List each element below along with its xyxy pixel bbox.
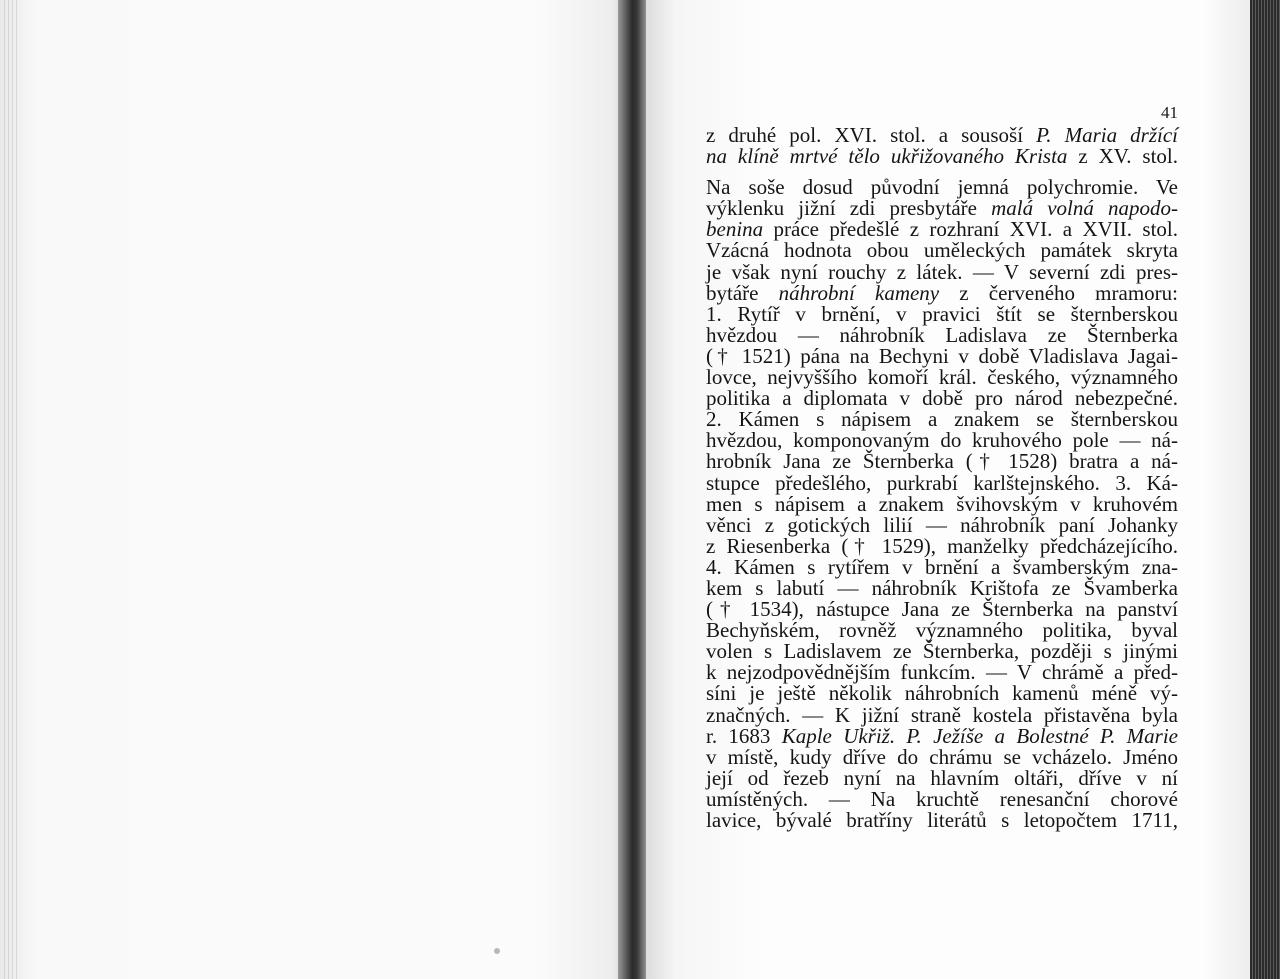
- text-line: [706, 620, 1178, 641]
- text-segment: síni je ještě několik náhrobních kamenů méně vý-: [706, 681, 1178, 706]
- text-line: [706, 343, 1178, 368]
- text-segment: († 1521) pána na Bechyni v době Vladislava Jagai-: [706, 343, 1178, 368]
- text-segment: z Riesenberka († 1529), manželky předcházejícího.: [706, 533, 1178, 558]
- text-segment: men s nápisem a znakem švihovským v kruhovém: [706, 491, 1178, 516]
- text-segment: Bechyňském, rovněž významného politika, byval: [706, 618, 1178, 643]
- text-line: [706, 125, 1178, 146]
- text-line: [706, 810, 1178, 831]
- text-segment: je však nyní rouchy z látek. — V severní zdi pres-: [706, 259, 1178, 284]
- text-line: [706, 322, 1178, 347]
- italic-text-segment: P. Maria držící: [1036, 123, 1178, 147]
- italic-text-segment: malá volná napodo-: [991, 196, 1178, 221]
- text-line: [706, 491, 1178, 516]
- text-segment: r. 1683: [706, 723, 782, 748]
- text-line: [706, 512, 1178, 537]
- text-segment: práce předešlé z rozhraní XVI. a XVII. stol.: [763, 217, 1178, 242]
- text-segment: lovce, nejvyššího komoří král. českého, významného: [706, 365, 1178, 390]
- text-line: [706, 280, 1178, 305]
- text-segment: její od řezeb nyní na hlavním oltáři, dříve v ní: [706, 765, 1178, 790]
- text-segment: věnci z gotických lilií — náhrobník paní Johanky: [706, 512, 1178, 537]
- text-segment: výklenku jižní zdi presbytáře: [706, 196, 992, 221]
- left-page-edge-marks: [4, 0, 18, 979]
- italic-text-segment: na klíně mrtvé tělo ukřižovaného Krista: [706, 144, 1068, 169]
- text-line: [706, 198, 1178, 219]
- text-segment: stupce předešlého, purkrabí karlštejnského. 3. Ká-: [706, 470, 1178, 495]
- page-text-body: [706, 125, 1178, 831]
- text-segment: 1. Rytíř v brnění, v pravici štít se šternberskou: [706, 301, 1178, 326]
- text-line: [706, 367, 1178, 388]
- text-line: [706, 554, 1178, 579]
- text-line: [706, 744, 1178, 769]
- text-segment: z XV. stol.: [1067, 144, 1178, 169]
- text-segment: hrobník Jana ze Šternberka († 1528) bratra a ná-: [706, 449, 1178, 474]
- text-line: [706, 533, 1178, 558]
- text-line: [706, 641, 1178, 662]
- italic-text-segment: benina: [706, 217, 764, 242]
- italic-text-segment: náhrobní kameny: [778, 280, 940, 305]
- text-line: [706, 683, 1178, 704]
- right-page-edge: [1250, 0, 1280, 979]
- text-line: [706, 702, 1178, 727]
- text-line: [706, 388, 1178, 409]
- text-segment: lavice, bývalé bratříny literátů s letopočtem 1711,: [706, 808, 1178, 832]
- text-segment: z druhé pol. XVI. stol. a sousoší: [706, 123, 1037, 147]
- text-segment: umístěných. — Na kruchtě renesanční chorové: [706, 786, 1178, 811]
- text-line: [706, 765, 1178, 790]
- text-segment: hvězdou, komponovaným do kruhového pole — ná-: [706, 428, 1178, 453]
- text-segment: v místě, kudy dříve do chrámu se vcházelo. Jméno: [706, 744, 1178, 769]
- left-page-blank: [0, 0, 630, 979]
- text-segment: kem s labutí — náhrobník Krištofa ze Švamberka: [706, 575, 1178, 600]
- text-line: [706, 723, 1178, 748]
- text-segment: z červeného mramoru:: [939, 280, 1178, 305]
- text-line: [706, 146, 1178, 167]
- text-line: [706, 575, 1178, 600]
- text-segment: 4. Kámen s rytířem v brnění a švamberským zna-: [706, 554, 1178, 579]
- text-line: [706, 409, 1178, 430]
- text-line: [706, 177, 1178, 198]
- text-line: [706, 301, 1178, 326]
- text-segment: politika a diplomata v době pro národ nebezpečné.: [706, 386, 1178, 411]
- text-line: [706, 786, 1178, 811]
- text-segment: 2. Kámen s nápisem a znakem se šternberskou: [706, 407, 1178, 432]
- text-line: [706, 430, 1178, 451]
- text-line: [706, 240, 1178, 261]
- text-segment: († 1534), nástupce Jana ze Šternberka na panství: [706, 597, 1178, 622]
- text-segment: Na soše dosud původní jemná polychromie. Ve: [706, 175, 1178, 200]
- text-segment: bytáře: [706, 280, 779, 305]
- text-segment: volen s Ladislavem ze Šternberka, později s jinými: [706, 639, 1178, 664]
- text-line: [706, 470, 1178, 495]
- paper-speck: [494, 948, 500, 954]
- page-number: 41: [1161, 103, 1178, 122]
- text-segment: Vzácná hodnota obou uměleckých památek skryta: [706, 238, 1178, 263]
- italic-text-segment: Kaple Ukřiž. P. Ježíše a Bolestné P. Marie: [781, 723, 1178, 748]
- text-line: [706, 259, 1178, 284]
- text-line: [706, 599, 1178, 620]
- text-line: [706, 219, 1178, 240]
- text-line: [706, 662, 1178, 683]
- text-line: [706, 451, 1178, 472]
- text-segment: k nejzodpovědnějším funkcím. — V chrámě a před-: [706, 660, 1178, 685]
- text-segment: hvězdou — náhrobník Ladislava ze Šternberka: [706, 322, 1178, 347]
- text-segment: značných. — K jižní straně kostela přistavěna byla: [706, 702, 1178, 727]
